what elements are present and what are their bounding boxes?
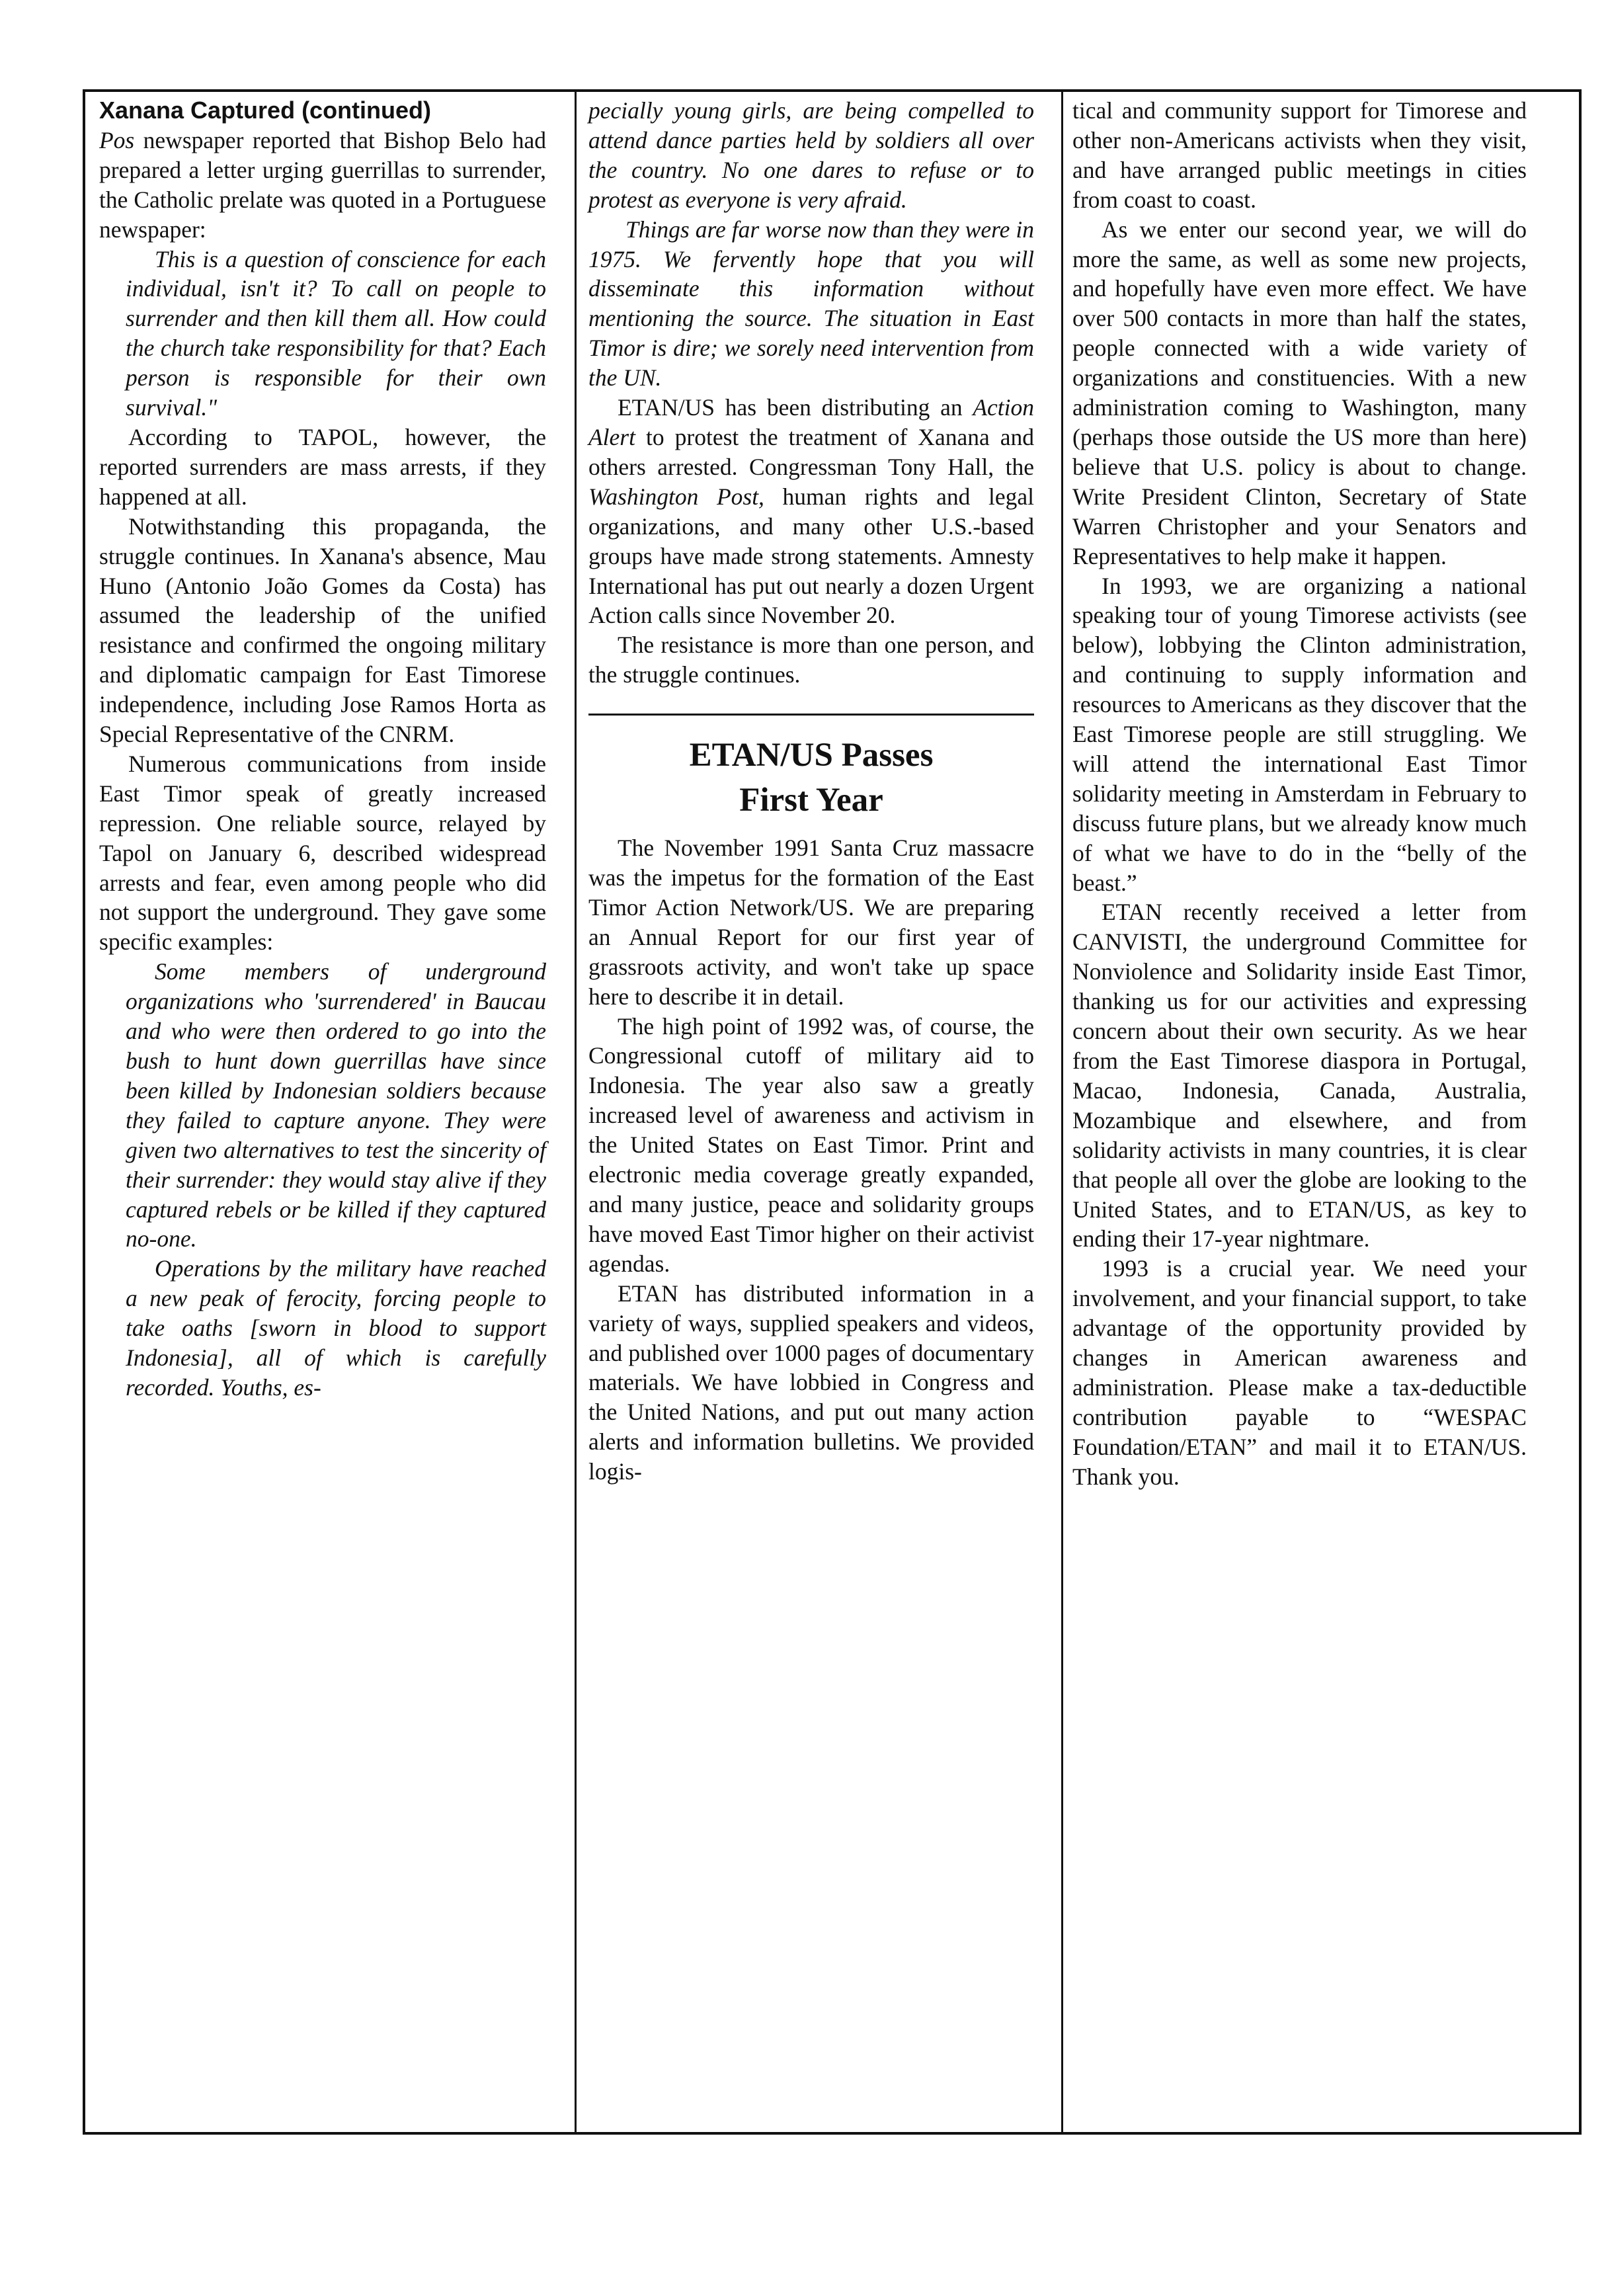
text-run: The resistance is more than one person, and the struggle continues.	[588, 632, 1034, 688]
text-run: ETAN/US has been distributing an	[618, 394, 973, 421]
column-1	[99, 96, 546, 1403]
text-run: Pos	[99, 126, 135, 153]
paragraph	[588, 833, 1034, 1011]
paragraph	[99, 245, 546, 423]
paragraph	[588, 1012, 1034, 1279]
paragraph	[99, 126, 546, 245]
text-run: newspaper reported that Bishop Belo had prepared a letter urging guerrillas to surrender, the Catholic prelate was quoted in a Portuguese newspaper:	[99, 126, 546, 243]
column-1-body	[99, 126, 546, 1403]
text-run: Action Alert	[588, 394, 1034, 450]
text-run: human rights and legal organizations, and many other U.S.-based groups have made strong statements. Amnesty International has put out nearly a dozen Urgent Action calls since November 20.	[588, 483, 1035, 629]
paragraph	[588, 1279, 1034, 1487]
paragraph	[1072, 96, 1527, 215]
paragraph	[588, 393, 1034, 630]
column-2	[588, 96, 1034, 1487]
text-run: According to TAPOL, however, the reported surrenders are mass arrests, if they happened at all.	[99, 423, 546, 510]
text-run: ETAN recently received a letter from CANVISTI, the underground Committee for Nonviolence and Solidarity inside East Timor, thanking us for our activities and expressing concern about their own security. As we hear from the East Timorese diaspora in Portugal, Macao, Indonesia, Canada, Australia, Mozambique and elsewhere, and from solidarity activists in many countries, it is clear that people all over the globe are looking to the United States, and to ETAN/US, as key to ending their 17-year nightmare.	[1072, 899, 1527, 1252]
paragraph	[1072, 215, 1527, 571]
section-heading-xanana: Xanana Captured (continued)	[99, 97, 432, 124]
paragraph	[1072, 571, 1527, 898]
text-run: 1993 is a crucial year. We need your involvement, and your financial support, to take advantage of the opportunity provided by changes in American awareness and administration. Please make a tax-deductible contribution payable to “WESPAC Foundation/ETAN” and mail it to ETAN/US. Thank you.	[1072, 1255, 1527, 1490]
paragraph	[99, 423, 546, 512]
paragraph	[99, 1254, 546, 1403]
column-3-body	[1072, 96, 1527, 1492]
paragraph	[588, 215, 1034, 393]
text-run: This is a question of conscience for each individual, isn't it? To call on people to surrender and then kill them all. How could the church take responsibility for that? Each person is responsible for their own survival."	[126, 245, 546, 421]
text-run: pecially young girls, are being compelled to attend dance parties held by soldiers all over the country. No one dares to refuse or to protest as everyone is very afraid.	[588, 97, 1034, 213]
text-run: As we enter our second year, we will do more the same, as well as some new projects, and hopefully have even more effect. We have over 500 contacts in more than half the states, people connected with a wide variety of organizations and constituencies. With a new administration coming to Washington, many (perhaps those outside the US more than here) believe that U.S. policy is about to change. Write President Clinton, Secretary of State Warren Christopher and your Senators and Representatives to help make it happen.	[1072, 216, 1527, 569]
text-run: Numerous communications from inside East Timor speak of greatly increased repression. One reliable source, relayed by Tapol on January 6, described widespread arrests and fear, even among people who did not support the underground. They gave some specific examples:	[99, 750, 546, 956]
text-run: Things are far worse now than they were in 1975. We fervently hope that you will disseminate this information without mentioning the source. The situation in East Timor is dire; we sorely need intervention from the UN.	[588, 216, 1034, 391]
text-run: In 1993, we are organizing a national speaking tour of young Timorese activists (see below), lobbying the Clinton administration, and continuing to supply information and resources to Americans as they discover that the East Timorese people are still struggling. We will attend the international East Timor solidarity meeting in Amsterdam in February to discuss future plans, but we already know much of what we have to do in the “belly of the beast.”	[1072, 572, 1527, 896]
section-rule	[588, 714, 1034, 716]
text-run: ETAN has distributed information in a variety of ways, supplied speakers and videos, and published over 1000 pages of documentary materials. We have lobbied in Congress and the United Nations, and put out many action alerts and information bulletins. We provided logis-	[588, 1280, 1034, 1485]
column-divider-2	[1061, 92, 1063, 2132]
paragraph	[1072, 1254, 1527, 1491]
text-run: The high point of 1992 was, of course, the Congressional cutoff of military aid to Indonesia. The year also saw a greatly increased level of awareness and activism in the United States on East Timor. Print and electronic media coverage greatly expanded, and many justice, peace and solidarity groups have moved East Timor higher on their activist agendas.	[588, 1012, 1034, 1277]
paragraph	[588, 96, 1034, 215]
text-run: tical and community support for Timorese and other non-Americans activists when they visit, and have arranged public meetings in cities from coast to coast.	[1072, 97, 1527, 213]
text-run: The November 1991 Santa Cruz massacre was the impetus for the formation of the East Timor Action Network/US. We are preparing an Annual Report for our first year of grassroots activity, and won't take up space here to describe it in detail.	[588, 835, 1034, 1010]
column-3	[1072, 96, 1527, 1492]
paragraph	[99, 749, 546, 957]
paragraph	[99, 512, 546, 749]
column-2-body-top	[588, 96, 1034, 690]
headline-line-2: First Year	[739, 782, 883, 819]
paragraph	[99, 957, 546, 1254]
text-run: Washington Post,	[588, 483, 764, 510]
column-divider-1	[575, 92, 577, 2132]
text-run: Some members of underground organizations who 'surrendered' in Baucau and who were then ordered to go into the bush to hunt down guerrillas have since been killed by Indonesian soldiers because they failed to capture anyone. They were given two alternatives to test the sincerity of their surrender: they would stay alive if they captured rebels or be killed if they captured no-one.	[126, 958, 546, 1252]
paragraph	[588, 630, 1034, 690]
column-2-body-bottom	[588, 833, 1034, 1487]
text-run: to protest the treatment of Xanana and others arrested. Congressman Tony Hall, the	[588, 423, 1034, 480]
text-run: Operations by the military have reached a new peak of ferocity, forcing people to take oaths [sworn in blood to support Indonesia], all of which is carefully recorded. Youths, es-	[126, 1255, 546, 1401]
paragraph	[1072, 897, 1527, 1254]
text-run: Notwithstanding this propaganda, the struggle continues. In Xanana's absence, Mau Huno (Antonio João Gomes da Costa) has assumed the leadership of the unified resistance and confirmed the ongoing military and diplomatic campaign for East Timorese independence, including Jose Ramos Horta as Special Representative of the CNRM.	[99, 512, 546, 748]
headline-line-1: ETAN/US Passes	[689, 737, 934, 774]
